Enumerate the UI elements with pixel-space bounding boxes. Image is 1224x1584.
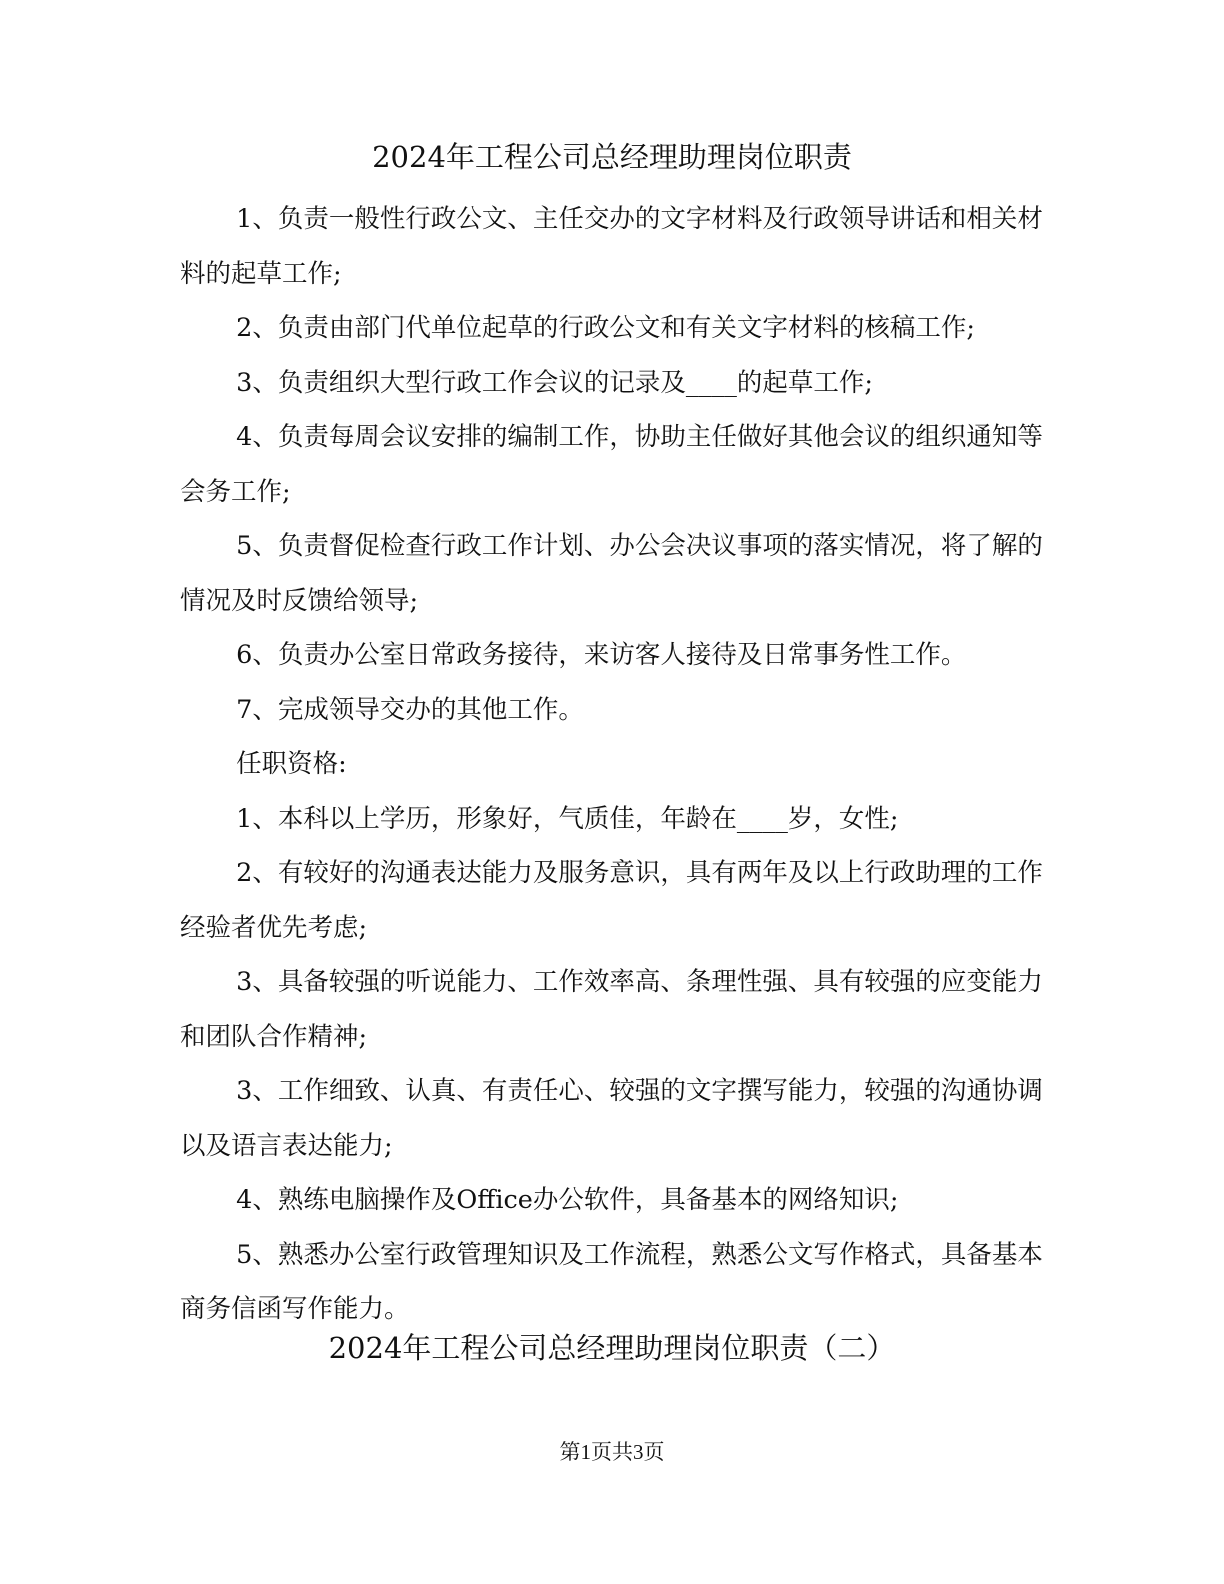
paragraph-duty-1: 1、负责一般性行政公文、主任交办的文字材料及行政领导讲话和相关材料的起草工作;	[180, 204, 1043, 289]
paragraph-duty-2: 2、负责由部门代单位起草的行政公文和有关文字材料的核稿工作;	[236, 313, 975, 343]
qualifications-heading: 任职资格:	[236, 749, 347, 779]
paragraph-qualification-1: 1、本科以上学历，形象好，气质佳，年龄在____岁，女性;	[236, 803, 899, 834]
document-title: 2024年工程公司总经理助理岗位职责	[372, 140, 852, 174]
paragraph-qualification-5: 5、熟悉办公室行政管理知识及工作流程，熟悉公文写作格式，具备基本商务信函写作能力。	[180, 1239, 1043, 1324]
paragraph-qualification-2: 2、有较好的沟通表达能力及服务意识，具有两年及以上行政助理的工作经验者优先考虑;	[180, 858, 1043, 943]
paragraph-qualification-3a: 3、具备较强的听说能力、工作效率高、条理性强、具有较强的应变能力和团队合作精神;	[180, 967, 1043, 1052]
paragraph-duty-5: 5、负责督促检查行政工作计划、办公会决议事项的落实情况，将了解的情况及时反馈给领导;	[180, 531, 1043, 616]
section-title: 2024年工程公司总经理助理岗位职责（二）	[328, 1331, 896, 1365]
paragraph-duty-7: 7、完成领导交办的其他工作。	[236, 694, 584, 725]
paragraph-duty-4: 4、负责每周会议安排的编制工作，协助主任做好其他会议的组织通知等会务工作;	[180, 422, 1043, 507]
paragraph-qualification-4: 4、熟练电脑操作及Office办公软件，具备基本的网络知识;	[236, 1185, 899, 1215]
document-body	[180, 192, 1050, 1337]
paragraph-qualification-3b: 3、工作细致、认真、有责任心、较强的文字撰写能力，较强的沟通协调以及语言表达能力;	[180, 1076, 1043, 1161]
page-number-footer: 第1页共3页	[559, 1440, 665, 1464]
paragraph-duty-3: 3、负责组织大型行政工作会议的记录及____的起草工作;	[236, 367, 873, 398]
paragraph-duty-6: 6、负责办公室日常政务接待，来访客人接待及日常事务性工作。	[236, 640, 967, 670]
